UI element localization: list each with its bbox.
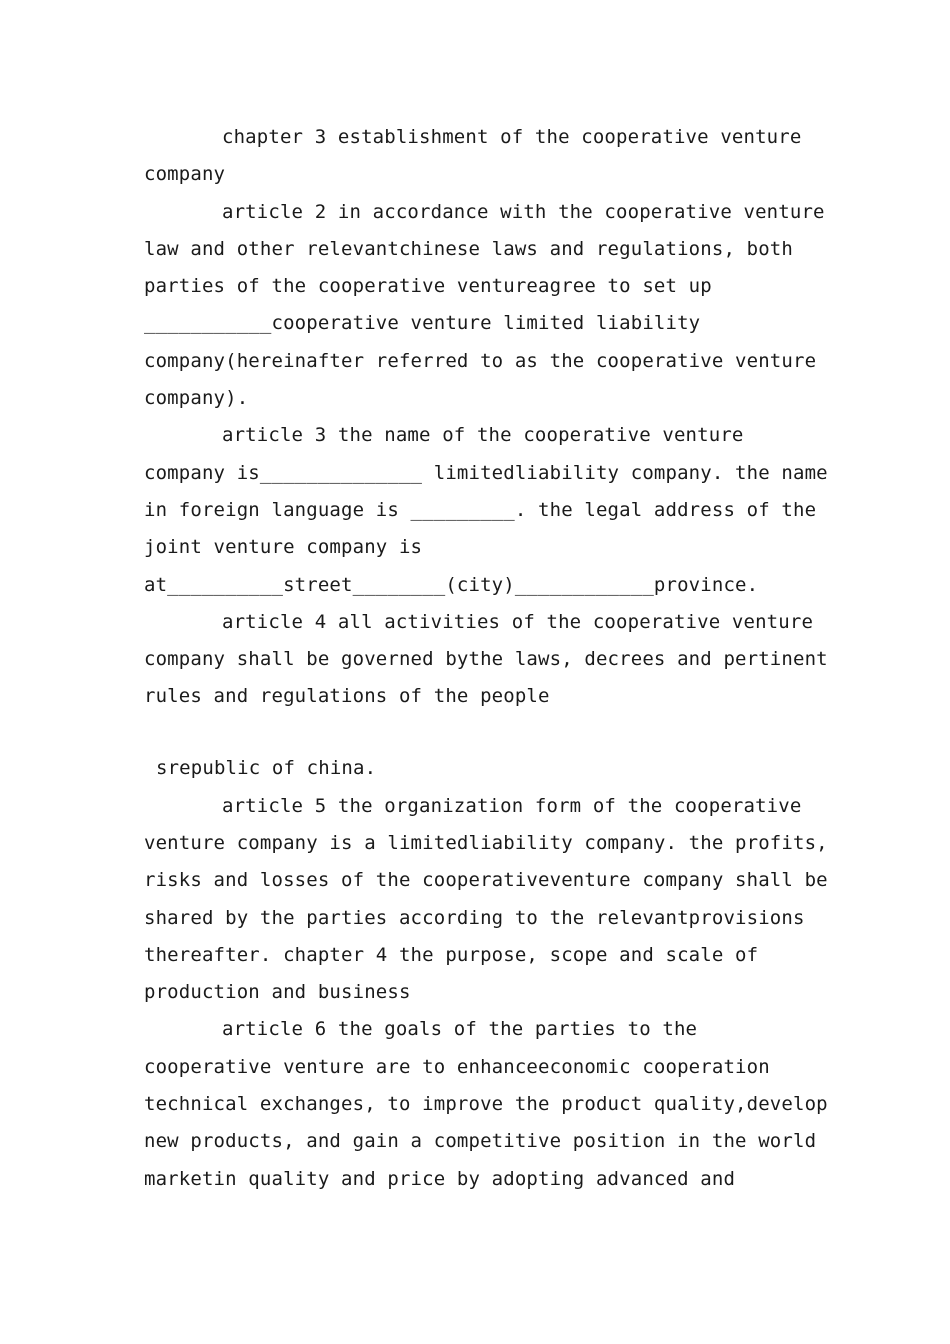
text-line: company — [144, 163, 226, 186]
text-line: company shall be governed bythe laws, decrees and pertinent — [144, 648, 828, 671]
text-line: law and other relevantchinese laws and regulations, both — [144, 237, 793, 260]
text-line: production and business — [144, 981, 411, 1004]
text-line: company). — [144, 387, 249, 410]
text-line: cooperative venture are to enhanceeconomic cooperation — [144, 1055, 770, 1078]
paragraph-gap — [144, 716, 812, 751]
text-line: marketin quality and price by adopting advanced and — [144, 1167, 736, 1190]
text-line: company is______________ limitedliability company. the name — [144, 461, 828, 484]
text-line: ___________cooperative venture limited liability — [144, 312, 701, 335]
text-line: technical exchanges, to improve the product quality,develop — [144, 1093, 828, 1116]
text-line: company(hereinafter referred to as the cooperative venture — [144, 349, 817, 372]
text-line: thereafter. chapter 4 the purpose, scope and scale of — [144, 943, 759, 966]
chapter-heading: chapter 3 establishment of the cooperative venture — [222, 126, 802, 148]
text-line: in foreign language is _________. the legal address of the — [144, 498, 817, 521]
text-line: joint venture company is — [144, 536, 423, 559]
article-3-start: article 3 the name of the cooperative venture — [222, 424, 744, 447]
text-line: srepublic of china. — [156, 757, 377, 780]
article-6-start: article 6 the goals of the parties to the — [222, 1018, 698, 1041]
text-line: new products, and gain a competitive position in the world — [144, 1130, 817, 1153]
article-4-start: article 4 all activities of the cooperative venture — [222, 610, 814, 633]
text-line: at__________street________(city)____________province. — [144, 573, 759, 596]
text-line: venture company is a limitedliability company. the profits, — [144, 831, 828, 854]
text-line: rules and regulations of the people — [144, 685, 550, 708]
article-5-start: article 5 the organization form of the cooperative — [222, 794, 802, 817]
text-line: shared by the parties according to the relevantprovisions — [144, 906, 805, 929]
document-body — [144, 119, 828, 1198]
text-line: parties of the cooperative ventureagree to set up — [144, 275, 712, 298]
article-2-start: article 2 in accordance with the cooperative venture — [222, 200, 825, 223]
text-line: risks and losses of the cooperativeventure company shall be — [144, 869, 828, 892]
